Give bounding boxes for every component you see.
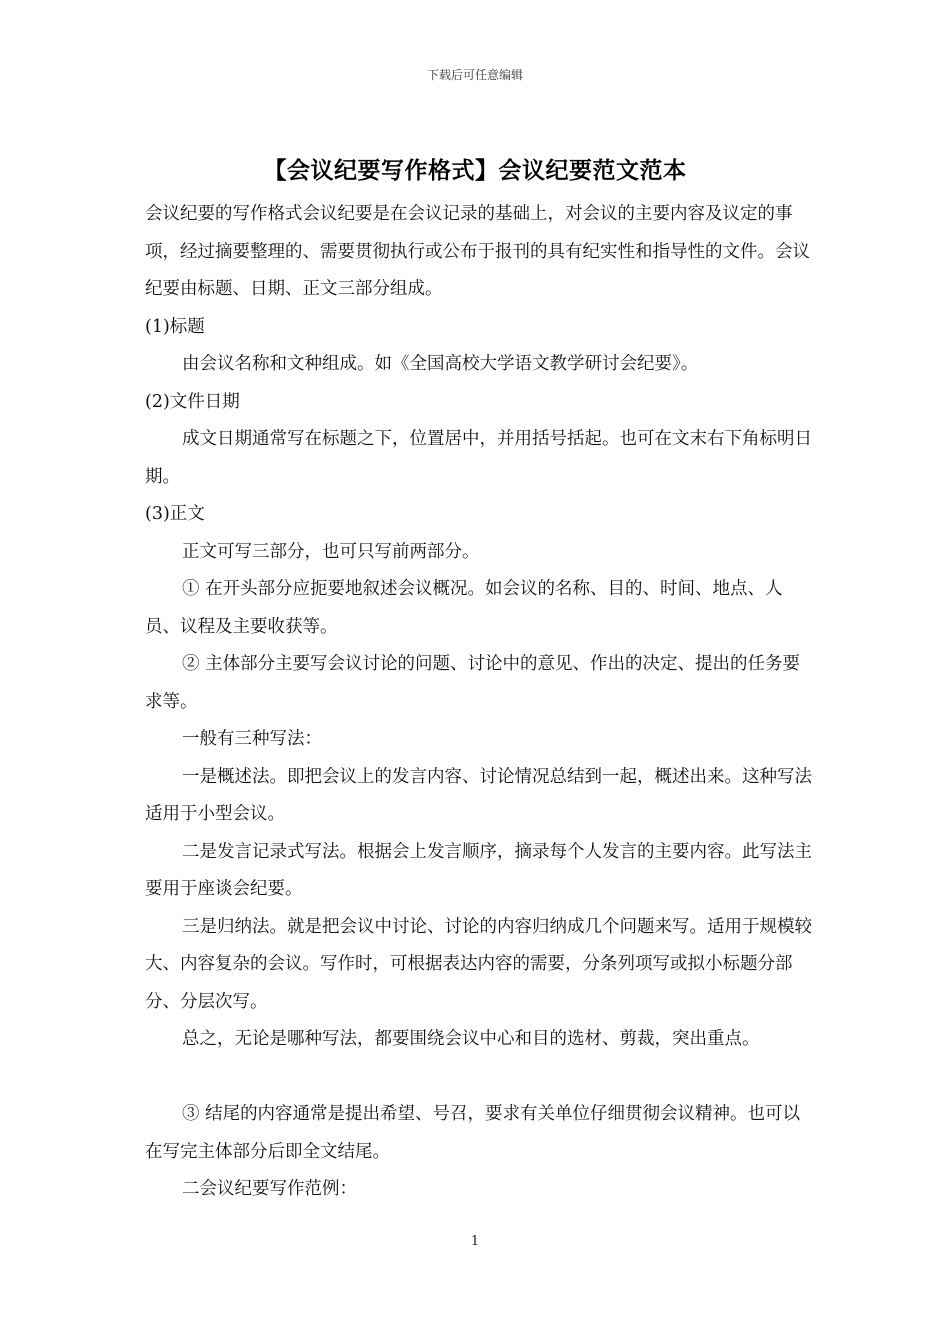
paragraph-main-part: ② 主体部分主要写会议讨论的问题、讨论中的意见、作出的决定、提出的任务要求等。 bbox=[145, 654, 801, 712]
paragraph-conclusion: 总之，无论是哪种写法，都要围绕会议中心和目的选材、剪裁，突出重点。 bbox=[182, 1029, 760, 1049]
blank-line bbox=[145, 1059, 815, 1097]
paragraph-example-heading: 二会议纪要写作范例： bbox=[182, 1179, 357, 1199]
paragraph-date-desc: 成文日期通常写在标题之下，位置居中，并用括号括起。也可在文末右下角标明日期。 bbox=[145, 429, 812, 487]
section-heading-body: (3)正文 bbox=[145, 504, 205, 524]
paragraph-title-desc: 由会议名称和文种组成。如《全国高校大学语文教学研讨会纪要》。 bbox=[182, 354, 699, 374]
intro-paragraph: 会议纪要的写作格式会议纪要是在会议记录的基础上，对会议的主要内容及议定的事项，经过摘要整理的、需要贯彻执行或公布于报刊的具有纪实性和指导性的文件。会议纪要由标题、日期、正文三部分组成。 bbox=[145, 204, 810, 299]
document-body bbox=[145, 196, 815, 1209]
section-heading-title: (1)标题 bbox=[145, 316, 205, 337]
paragraph-method-record: 二是发言记录式写法。根据会上发言顺序，摘录每个人发言的主要内容。此写法主要用于座谈会纪要。 bbox=[145, 841, 812, 899]
paragraph-three-methods: 一般有三种写法： bbox=[182, 729, 322, 749]
document-title: 【会议纪要写作格式】会议纪要范文范本 bbox=[263, 158, 687, 184]
paragraph-ending: ③ 结尾的内容通常是提出希望、号召，要求有关单位仔细贯彻会议精神。也可以在写完主体部分后即全文结尾。 bbox=[145, 1104, 801, 1162]
paragraph-method-induction: 三是归纳法。就是把会议中讨论、讨论的内容归纳成几个问题来写。适用于规模较大、内容复杂的会议。写作时，可根据表达内容的需要，分条列项写或拟小标题分部分、分层次写。 bbox=[145, 916, 812, 1012]
paragraph-opening: ① 在开头部分应扼要地叙述会议概况。如会议的名称、目的、时间、地点、人员、议程及主要收获等。 bbox=[145, 579, 783, 637]
header-note: 下载后可任意编辑 bbox=[426, 68, 523, 82]
paragraph-body-desc: 正文可写三部分，也可只写前两部分。 bbox=[182, 541, 480, 562]
paragraph-method-summary: 一是概述法。即把会议上的发言内容、讨论情况总结到一起，概述出来。这种写法适用于小型会议。 bbox=[145, 766, 812, 824]
page-number: 1 bbox=[470, 1234, 480, 1249]
section-heading-date: (2)文件日期 bbox=[145, 391, 240, 412]
